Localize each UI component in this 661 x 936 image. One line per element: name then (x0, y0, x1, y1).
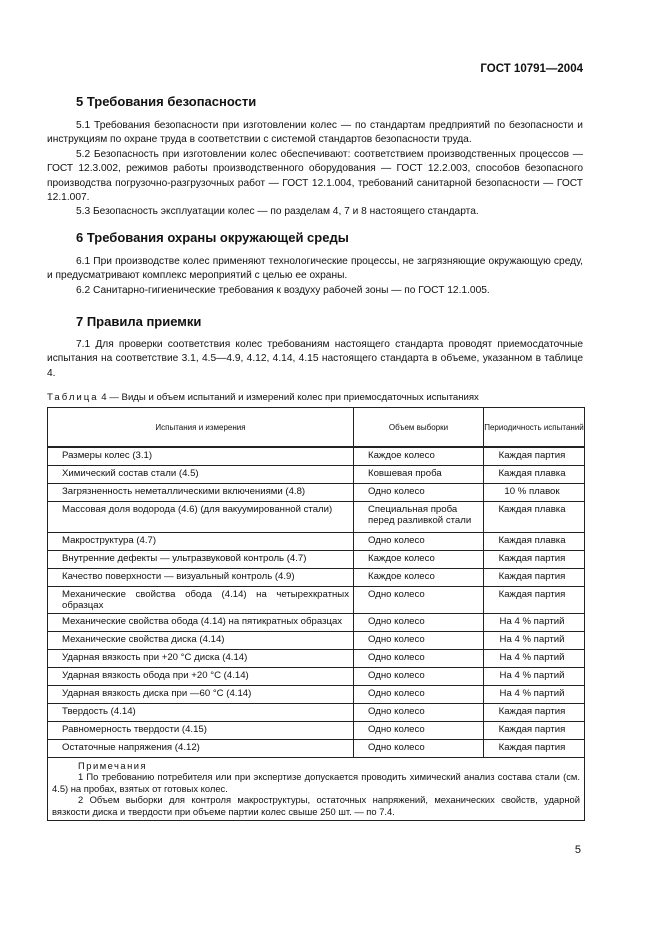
frequency-cell: На 4 % партий (484, 685, 585, 703)
test-name-cell: Массовая доля водорода (4.6) (для вакуумированной стали) (48, 501, 354, 532)
sample-size-cell: Одно колесо (354, 721, 484, 739)
table-row (48, 447, 585, 465)
frequency-cell: На 4 % партий (484, 667, 585, 685)
note-1: 1 По требованию потребителя или при экспертизе допускается проводить химический анализ состава стали (см. 4.5) на пробах, взятых от готовых колес. (52, 771, 580, 794)
table-caption-prefix: Таблица (47, 392, 99, 403)
sample-size-cell: Одно колесо (354, 532, 484, 550)
table-row (48, 667, 585, 685)
table-row (48, 568, 585, 586)
frequency-cell: Каждая партия (484, 703, 585, 721)
table-row (48, 721, 585, 739)
table-row (48, 631, 585, 649)
acceptance-tests-table (47, 407, 585, 821)
test-name-cell: Ударная вязкость при +20 °С диска (4.14) (48, 649, 354, 667)
frequency-cell: Каждая партия (484, 739, 585, 757)
table-row (48, 739, 585, 757)
frequency-cell: Каждая партия (484, 447, 585, 465)
sample-size-cell: Ковшевая проба (354, 465, 484, 483)
frequency-cell: Каждая партия (484, 586, 585, 613)
sample-size-cell: Одно колесо (354, 649, 484, 667)
paragraph-6-1: 6.1 При производстве колес применяют технологические процессы, не загрязняющие окружающую среду, и предусматривают комплекс мероприятий с целью ее охраны. (47, 256, 583, 282)
page-number: 5 (574, 844, 581, 856)
sample-size-cell: Одно колесо (354, 667, 484, 685)
test-name-cell: Качество поверхности — визуальный контроль (4.9) (48, 568, 354, 586)
test-name-cell: Макроструктура (4.7) (48, 532, 354, 550)
sample-size-cell: Одно колесо (354, 739, 484, 757)
paragraph-5-2: 5.2 Безопасность при изготовлении колес обеспечивают: соответствием производственных процессов — ГОСТ 12.3.002, режимов работы производственного оборудования — ГОСТ 12.2.003, способов безопасного производства погрузочно-разгрузочных работ — ГОСТ 12.1.004, требований санитарной безопасности — ГОСТ 12.1.007. (47, 149, 583, 204)
sample-size-cell: Специальная проба перед разливкой стали (354, 501, 484, 532)
test-name-cell: Химический состав стали (4.5) (48, 465, 354, 483)
test-name-cell: Механические свойства диска (4.14) (48, 631, 354, 649)
paragraph-5-3: 5.3 Безопасность эксплуатации колес — по разделам 4, 7 и 8 настоящего стандарта. (76, 206, 479, 217)
document-code: ГОСТ 10791—2004 (480, 63, 583, 75)
sample-size-cell: Одно колесо (354, 613, 484, 631)
frequency-cell: На 4 % партий (484, 649, 585, 667)
test-name-cell: Механические свойства обода (4.14) на четырехкратных образцах (48, 586, 354, 613)
paragraph-6-2: 6.2 Санитарно-гигиенические требования к воздуху рабочей зоны — по ГОСТ 12.1.005. (76, 285, 490, 296)
paragraph-5-1: 5.1 Требования безопасности при изготовлении колес — по стандартам предприятий по безопасности и инструкциям по охране труда в соответствии с системой стандартов безопасности труда. (47, 120, 583, 146)
header-sample-size: Объем выборки (354, 408, 484, 448)
test-name-cell: Ударная вязкость обода при +20 °С (4.14) (48, 667, 354, 685)
test-name-cell: Загрязненность неметаллическими включениями (4.8) (48, 483, 354, 501)
table-row (48, 586, 585, 613)
sample-size-cell: Одно колесо (354, 483, 484, 501)
frequency-cell: На 4 % партий (484, 613, 585, 631)
table-row (48, 465, 585, 483)
section-5-title: 5 Требования безопасности (76, 94, 257, 109)
frequency-cell: Каждая плавка (484, 532, 585, 550)
table-row (48, 703, 585, 721)
section-7-title: 7 Правила приемки (76, 314, 202, 329)
test-name-cell: Механические свойства обода (4.14) на пятикратных образцах (48, 613, 354, 631)
test-name-cell: Размеры колес (3.1) (48, 447, 354, 465)
table-row (48, 550, 585, 568)
test-name-cell: Равномерность твердости (4.15) (48, 721, 354, 739)
header-frequency: Периодичность испытаний (484, 408, 585, 448)
sample-size-cell: Одно колесо (354, 703, 484, 721)
table-row (48, 532, 585, 550)
notes-cell (48, 757, 585, 821)
sample-size-cell: Одно колесо (354, 685, 484, 703)
sample-size-cell: Каждое колесо (354, 550, 484, 568)
table-row (48, 649, 585, 667)
test-name-cell: Твердость (4.14) (48, 703, 354, 721)
table-caption (47, 392, 479, 403)
note-2: 2 Объем выборки для контроля макроструктуры, остаточных напряжений, механических свойств, ударной вязкости диска и твердости при объеме партии колес свыше 250 шт. — по 7.4. (52, 794, 580, 817)
paragraph-7-1: 7.1 Для проверки соответствия колес требованиям настоящего стандарта проводят приемосдаточные испытания на соответствие 3.1, 4.5—4.9, 4.12, 4.14, 4.15 настоящего стандарта в объеме, указанном в таблице 4. (47, 339, 583, 379)
table-caption-text: 4 — Виды и объем испытаний и измерений колес при приемосдаточных испытаниях (98, 392, 479, 403)
frequency-cell: Каждая плавка (484, 465, 585, 483)
notes-title: Примечания (78, 759, 148, 771)
test-name-cell: Внутренние дефекты — ультразвуковой контроль (4.7) (48, 550, 354, 568)
table-row (48, 613, 585, 631)
section-6-title: 6 Требования охраны окружающей среды (76, 230, 349, 245)
sample-size-cell: Каждое колесо (354, 447, 484, 465)
frequency-cell: 10 % плавок (484, 483, 585, 501)
frequency-cell: Каждая плавка (484, 501, 585, 532)
table-row (48, 501, 585, 532)
frequency-cell: Каждая партия (484, 721, 585, 739)
sample-size-cell: Одно колесо (354, 586, 484, 613)
table-row (48, 483, 585, 501)
sample-size-cell: Каждое колесо (354, 568, 484, 586)
frequency-cell: На 4 % партий (484, 631, 585, 649)
test-name-cell: Ударная вязкость диска при —60 °С (4.14) (48, 685, 354, 703)
frequency-cell: Каждая партия (484, 568, 585, 586)
frequency-cell: Каждая партия (484, 550, 585, 568)
table-row (48, 685, 585, 703)
notes-row (48, 757, 585, 821)
header-tests: Испытания и измерения (48, 408, 354, 448)
sample-size-cell: Одно колесо (354, 631, 484, 649)
table-header-row (48, 408, 585, 448)
test-name-cell: Остаточные напряжения (4.12) (48, 739, 354, 757)
